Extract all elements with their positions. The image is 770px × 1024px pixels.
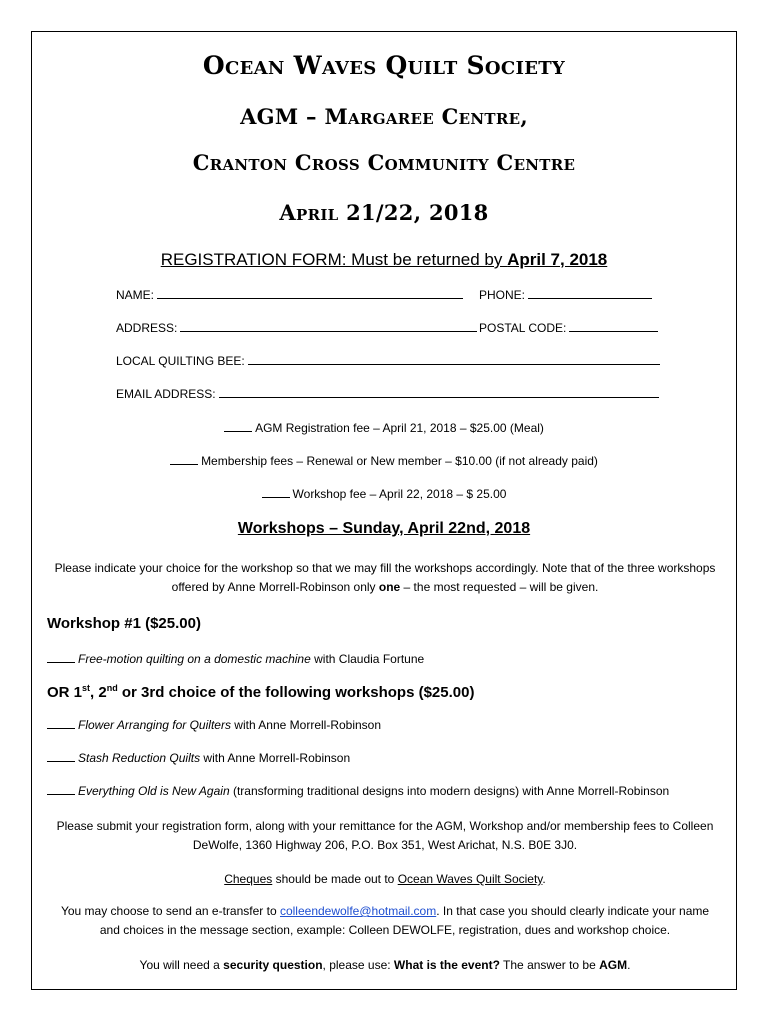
workshops-intro: Please indicate your choice for the workshop so that we may fill the workshops accordingly. Note that of the three workshops offered by Anne Morrell-Robinson only one – the most requested – will be given. bbox=[54, 561, 716, 594]
phone-field-row[interactable] bbox=[479, 288, 652, 302]
address-field-row[interactable] bbox=[116, 321, 477, 335]
quilting-bee-field-row[interactable] bbox=[116, 354, 660, 368]
workshops-heading: Workshops – Sunday, April 22nd, 2018 bbox=[237, 520, 531, 537]
postal-label: POSTAL CODE: bbox=[479, 321, 567, 335]
etransfer-note: You may choose to send an e-transfer to colleendewolfe@hotmail.com. In that case you should clearly indicate your name and choices in the message section, example: Colleen DEWOLFE, registration, dues and workshop choice. bbox=[60, 904, 710, 937]
fee-workshop-label: Workshop fee – April 22, 2018 – $ 25.00 bbox=[292, 487, 507, 501]
choice-stash-checkbox[interactable] bbox=[47, 751, 75, 762]
event-location: Cranton Cross Community Centre bbox=[192, 150, 576, 175]
email-field-row[interactable] bbox=[116, 387, 659, 401]
email-field[interactable] bbox=[219, 387, 659, 398]
security-question-note: You will need a security question, please use: What is the event? The answer to be AGM. bbox=[139, 958, 631, 972]
quilting-bee-field[interactable] bbox=[248, 354, 660, 365]
fee-membership-row bbox=[32, 454, 736, 468]
society-title: Ocean Waves Quilt Society bbox=[202, 51, 566, 80]
workshop-1-option: Free-motion quilting on a domestic machine with Claudia Fortune bbox=[47, 652, 424, 666]
workshop-1-heading: Workshop #1 ($25.00) bbox=[47, 615, 201, 632]
submit-instructions: Please submit your registration form, along with your remittance for the AGM, Workshop and/or membership fees to Colleen DeWolfe, 1360 Highway 206, P.O. Box 351, West Arichat, N.S. B0E 3J0. bbox=[56, 819, 714, 852]
name-field-row[interactable] bbox=[116, 288, 463, 302]
choice-flower-checkbox[interactable] bbox=[47, 718, 75, 729]
postal-field-row[interactable] bbox=[479, 321, 658, 335]
payee-name: Ocean Waves Quilt Society bbox=[397, 872, 543, 886]
fee-workshop-row bbox=[32, 487, 736, 501]
address-field[interactable] bbox=[180, 321, 477, 332]
fee-workshop-checkbox[interactable] bbox=[262, 487, 290, 498]
registration-form-page bbox=[31, 31, 737, 990]
fee-membership-checkbox[interactable] bbox=[170, 454, 198, 465]
choice-flower-title: Flower Arranging for Quilters bbox=[78, 718, 231, 732]
fee-agm-row bbox=[32, 421, 736, 435]
email-link[interactable]: colleendewolfe@hotmail.com bbox=[279, 904, 437, 918]
name-field[interactable] bbox=[157, 288, 463, 299]
phone-label: PHONE: bbox=[479, 288, 526, 302]
fee-agm-checkbox[interactable] bbox=[224, 421, 252, 432]
event-date: April 21/22, 2018 bbox=[279, 200, 489, 225]
choice-everything-old-title: Everything Old is New Again bbox=[78, 784, 230, 798]
cheques-note: Cheques should be made out to Ocean Waves Quilt Society. bbox=[224, 872, 546, 886]
choice-option-stash: Stash Reduction Quilts with Anne Morrell-Robinson bbox=[47, 751, 350, 765]
registration-heading: REGISTRATION FORM: Must be returned by April 7, 2018 bbox=[160, 250, 608, 269]
fee-agm-label: AGM Registration fee – April 21, 2018 – $25.00 (Meal) bbox=[255, 421, 544, 435]
postal-field[interactable] bbox=[569, 321, 658, 332]
email-label: EMAIL ADDRESS: bbox=[116, 387, 216, 401]
registration-deadline: April 7, 2018 bbox=[507, 250, 608, 269]
quilting-bee-label: LOCAL QUILTING BEE: bbox=[116, 354, 245, 368]
fee-membership-label: Membership fees – Renewal or New member – $10.00 (if not already paid) bbox=[201, 454, 598, 468]
name-label: NAME: bbox=[116, 288, 155, 302]
choice-everything-old-checkbox[interactable] bbox=[47, 784, 75, 795]
choice-stash-title: Stash Reduction Quilts bbox=[78, 751, 201, 765]
event-venue: AGM – Margaree Centre, bbox=[240, 104, 528, 129]
workshop-1-title: Free-motion quilting on a domestic machine bbox=[78, 652, 311, 666]
choice-option-everything-old: Everything Old is New Again (transforming traditional designs into modern designs) with Anne Morrell-Robinson bbox=[47, 784, 669, 798]
phone-field[interactable] bbox=[528, 288, 652, 299]
address-label: ADDRESS: bbox=[116, 321, 178, 335]
choice-option-flower: Flower Arranging for Quilters with Anne Morrell-Robinson bbox=[47, 718, 381, 732]
workshop-1-checkbox[interactable] bbox=[47, 652, 75, 663]
choice-heading: OR 1st, 2nd or 3rd choice of the following workshops ($25.00) bbox=[47, 683, 475, 701]
